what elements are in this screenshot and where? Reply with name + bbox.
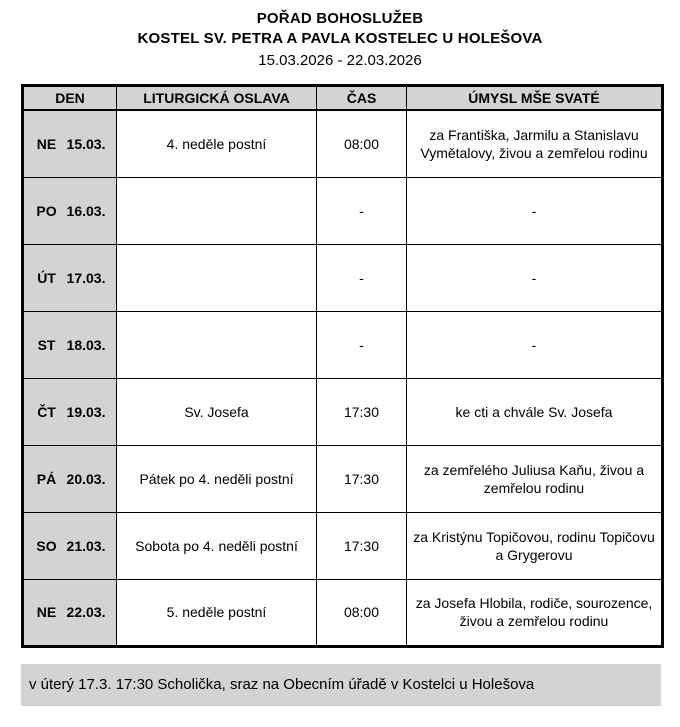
time-cell: - [317, 311, 407, 378]
church-name: KOSTEL SV. PETRA A PAVLA KOSTELEC U HOLEŠOVA [137, 30, 543, 47]
day-cell [23, 445, 117, 512]
day-date: 18.03. [66, 336, 106, 353]
table-row [23, 579, 663, 646]
schedule-body [23, 110, 663, 646]
table-row [23, 110, 663, 177]
celebration-cell: Sv. Josefa [117, 378, 317, 445]
date-range: 15.03.2026 - 22.03.2026 [258, 52, 422, 69]
day-abbr: PO [36, 202, 57, 219]
schedule-table-wrapper [21, 84, 661, 648]
day-abbr: ST [37, 336, 56, 353]
day-cell [23, 512, 117, 579]
time-cell: 08:00 [317, 579, 407, 646]
column-header-umysl-mse-svate: ÚMYSL MŠE SVATÉ [407, 86, 663, 111]
table-row [23, 177, 663, 244]
celebration-cell: Pátek po 4. neděli postní [117, 445, 317, 512]
intention-cell: za zemřelého Juliusa Kaňu, živou a zemřelou rodinu [407, 445, 663, 512]
day-abbr: SO [36, 537, 57, 554]
day-date: 20.03. [66, 470, 106, 487]
day-cell [23, 110, 117, 177]
day-cell [23, 177, 117, 244]
table-row [23, 311, 663, 378]
time-cell: 08:00 [317, 110, 407, 177]
celebration-cell [117, 311, 317, 378]
intention-cell: za Františka, Jarmilu a Stanislavu Vymětalovy, živou a zemřelou rodinu [407, 110, 663, 177]
celebration-cell [117, 244, 317, 311]
footer-note-band [21, 664, 661, 706]
time-cell: - [317, 177, 407, 244]
day-abbr: NE [36, 135, 57, 152]
day-date: 19.03. [66, 403, 106, 420]
page-title: POŘAD BOHOSLUŽEB [256, 10, 424, 27]
footer-note-text: v úterý 17.3. 17:30 Scholička, sraz na Obecním úřadě v Kostelci u Holešova [29, 676, 535, 693]
time-cell: 17:30 [317, 445, 407, 512]
document-header [0, 0, 680, 71]
table-row [23, 445, 663, 512]
celebration-cell [117, 177, 317, 244]
day-cell [23, 579, 117, 646]
celebration-cell: 5. neděle postní [117, 579, 317, 646]
column-header-den: DEN [23, 86, 117, 111]
day-abbr: PÁ [36, 470, 57, 487]
table-row [23, 244, 663, 311]
table-row [23, 512, 663, 579]
day-abbr: ČT [37, 403, 56, 420]
column-header-cas: ČAS [317, 86, 407, 111]
day-cell [23, 311, 117, 378]
intention-cell: - [407, 244, 663, 311]
day-date: 21.03. [66, 537, 106, 554]
day-abbr: NE [36, 604, 57, 620]
intention-cell: ke cti a chvále Sv. Josefa [407, 378, 663, 445]
intention-cell: za Kristýnu Topičovou, rodinu Topičovu a Grygerovu [407, 512, 663, 579]
time-cell: - [317, 244, 407, 311]
intention-cell: - [407, 177, 663, 244]
celebration-cell: 4. neděle postní [117, 110, 317, 177]
table-row [23, 378, 663, 445]
celebration-cell: Sobota po 4. neděli postní [117, 512, 317, 579]
schedule-table [21, 84, 664, 648]
day-date: 17.03. [66, 269, 106, 286]
table-header-row [23, 86, 663, 111]
day-cell [23, 244, 117, 311]
day-date: 15.03. [66, 135, 106, 152]
intention-cell: - [407, 311, 663, 378]
time-cell: 17:30 [317, 512, 407, 579]
day-abbr: ÚT [37, 269, 56, 286]
time-cell: 17:30 [317, 378, 407, 445]
day-date: 22.03. [66, 604, 106, 620]
intention-cell: za Josefa Hlobila, rodiče, sourozence, živou a zemřelou rodinu [407, 579, 663, 646]
day-cell [23, 378, 117, 445]
column-header-liturgicka-oslava: LITURGICKÁ OSLAVA [117, 86, 317, 111]
day-date: 16.03. [66, 202, 106, 219]
